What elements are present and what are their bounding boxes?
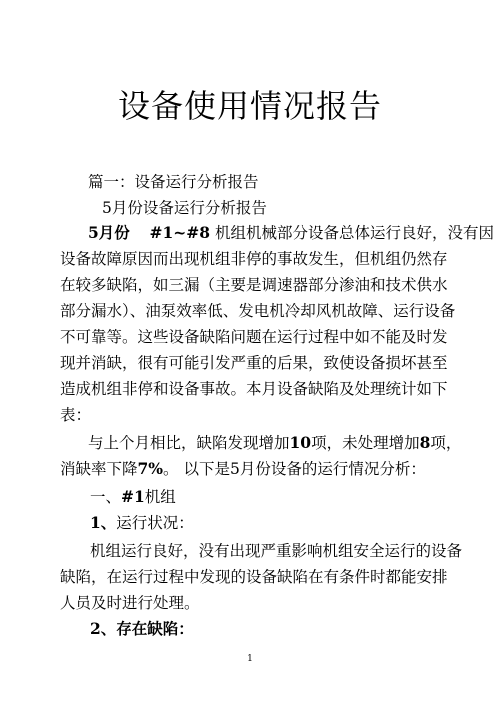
report-subtitle: 5月份设备运行分析报告 bbox=[102, 199, 267, 217]
paragraph-line: 消缺率下降7%。 以下是5月份设备的运行情况分析： bbox=[60, 459, 426, 478]
unit-range: #1~#8 bbox=[149, 223, 211, 242]
paragraph-line: 在较多缺陷，如三漏（主要是调速器部分渗油和技术供水 bbox=[60, 276, 448, 294]
paragraph-line: 不可靠等。这些设备缺陷问题在运行过程中如不能及时发 bbox=[60, 328, 448, 346]
page-number: 1 bbox=[247, 654, 253, 664]
paragraph-line: 表： bbox=[60, 406, 92, 424]
item-existing-defects: 2、存在缺陷： bbox=[90, 619, 194, 638]
paragraph-line: 造成机组非停和设备事故。本月设备缺陷及处理统计如下 bbox=[60, 380, 448, 398]
paragraph-line: 与上个月相比，缺陷发现增加10项，未处理增加8项， bbox=[88, 433, 462, 452]
paragraph-line bbox=[88, 222, 494, 244]
paragraph-line: 缺陷，在运行过程中发现的设备缺陷在有条件时都能安排 bbox=[60, 568, 448, 586]
paragraph-line: 现并消缺，很有可能引发严重的后果，致使设备损坏甚至 bbox=[60, 354, 448, 372]
paragraph-text: 机组机械部分设备总体运行良好，没有因 bbox=[215, 224, 495, 242]
item-operating-status: 1、运行状况： bbox=[90, 513, 194, 532]
defects-found-count: 10 bbox=[289, 433, 312, 452]
section-unit-1-heading: 一、#1机组 bbox=[90, 487, 176, 506]
elimination-rate: 7% bbox=[137, 459, 164, 478]
document-title: 设备使用情况报告 bbox=[117, 87, 382, 125]
paragraph-line: 设备故障原因而出现机组非停的事故发生，但机组仍然存 bbox=[60, 250, 448, 268]
month-label: 5月份 bbox=[88, 223, 130, 242]
section-heading: 篇一：设备运行分析报告 bbox=[88, 173, 259, 191]
paragraph-line: 部分漏水）、油泵效率低、发电机冷却风机故障、运行设备 bbox=[60, 302, 456, 320]
paragraph-line: 人员及时进行处理。 bbox=[60, 594, 200, 612]
paragraph-line: 机组运行良好，没有出现严重影响机组安全运行的设备 bbox=[90, 542, 463, 560]
unhandled-count: 8 bbox=[419, 433, 431, 452]
